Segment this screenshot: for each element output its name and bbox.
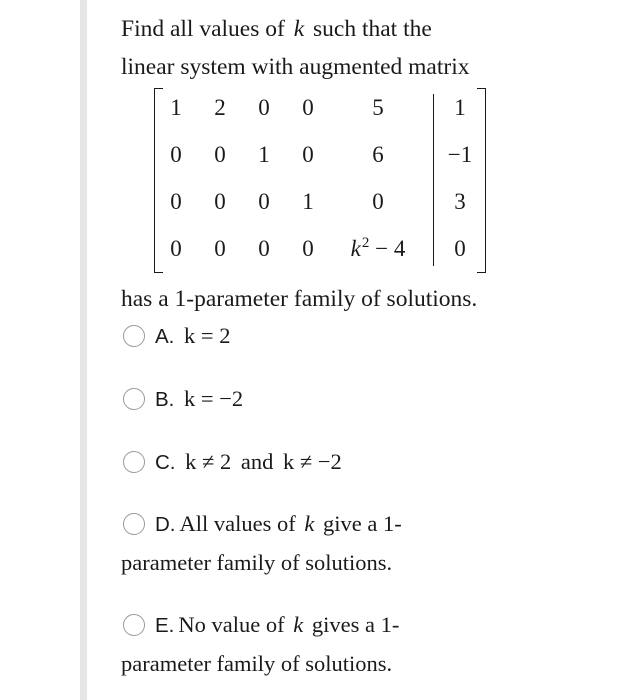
matrix-cell: 0 <box>170 189 182 214</box>
option-e-text-a: No value of <box>178 612 285 637</box>
radio-c[interactable] <box>123 451 145 473</box>
matrix-cell: 1 <box>454 95 466 120</box>
option-letter: E. <box>155 614 175 637</box>
matrix-cell-k-squared-minus-4 <box>338 235 418 266</box>
matrix-cell: 0 <box>302 95 314 120</box>
radio-d[interactable] <box>123 513 145 535</box>
option-e[interactable] <box>121 606 591 683</box>
question-text-part: such that the <box>313 16 432 42</box>
matrix-cell: 0 <box>214 189 226 214</box>
matrix-cell: 5 <box>372 95 384 120</box>
option-d[interactable] <box>121 505 591 582</box>
matrix-cell: 0 <box>258 236 270 261</box>
option-a[interactable] <box>121 317 591 356</box>
matrix-cell: 0 <box>170 142 182 167</box>
option-e-line-2: parameter family of solutions. <box>121 651 393 676</box>
question-caption: has a 1-parameter family of solutions. <box>121 286 478 312</box>
left-margin-rule <box>80 0 87 700</box>
option-letter: C. <box>155 451 176 474</box>
option-c-and: and <box>240 449 274 474</box>
question-text <box>121 10 591 86</box>
variable-k: k <box>304 511 315 536</box>
matrix-cell: 1 <box>170 95 182 120</box>
matrix-cell: 0 <box>258 189 270 214</box>
option-d-line-2: parameter family of solutions. <box>121 550 393 575</box>
option-d-text-a: All values of <box>179 511 296 536</box>
option-b-text: k = −2 <box>184 386 244 411</box>
matrix-cell: 3 <box>454 189 466 214</box>
question-line-1 <box>121 10 591 48</box>
option-e-line-1 <box>121 606 591 645</box>
matrix-cell: 0 <box>372 189 384 214</box>
matrix-cell: 0 <box>302 236 314 261</box>
matrix-cell: 0 <box>302 142 314 167</box>
matrix-cell: 2 <box>214 95 226 120</box>
augmented-matrix <box>154 86 492 276</box>
matrix-cell: 0 <box>214 236 226 261</box>
option-a-text: k = 2 <box>184 323 231 348</box>
matrix-cell: 0 <box>454 236 466 261</box>
option-d-text-b: give a 1- <box>322 511 402 536</box>
matrix-cell: 0 <box>214 142 226 167</box>
matrix-cell: −1 <box>447 142 473 167</box>
minus-four: − 4 <box>375 236 406 261</box>
radio-e[interactable] <box>123 614 145 636</box>
augmentation-bar <box>433 94 434 266</box>
matrix-cell: 6 <box>372 142 384 167</box>
option-c-text-a: k ≠ 2 <box>185 449 232 474</box>
matrix-cell: 0 <box>170 236 182 261</box>
option-b[interactable] <box>121 380 591 419</box>
exponent: 2 <box>361 235 370 251</box>
radio-b[interactable] <box>123 388 145 410</box>
variable-k: k <box>293 612 304 637</box>
option-c[interactable] <box>121 443 591 482</box>
option-letter: A. <box>155 325 175 348</box>
matrix-cell: 1 <box>302 189 314 214</box>
variable-k: k <box>350 236 361 261</box>
option-letter: D. <box>155 513 176 536</box>
option-d-line-1 <box>121 505 591 544</box>
question-text-part: Find all values of <box>121 16 285 42</box>
option-letter: B. <box>155 388 175 411</box>
matrix-right-bracket <box>477 88 486 273</box>
matrix-cell: 0 <box>258 95 270 120</box>
radio-a[interactable] <box>123 325 145 347</box>
option-c-text-b: k ≠ −2 <box>282 449 342 474</box>
matrix-cell: 1 <box>258 142 270 167</box>
option-e-text-b: gives a 1- <box>311 612 400 637</box>
variable-k: k <box>293 16 305 42</box>
question-line-2: linear system with augmented matrix <box>121 54 470 80</box>
